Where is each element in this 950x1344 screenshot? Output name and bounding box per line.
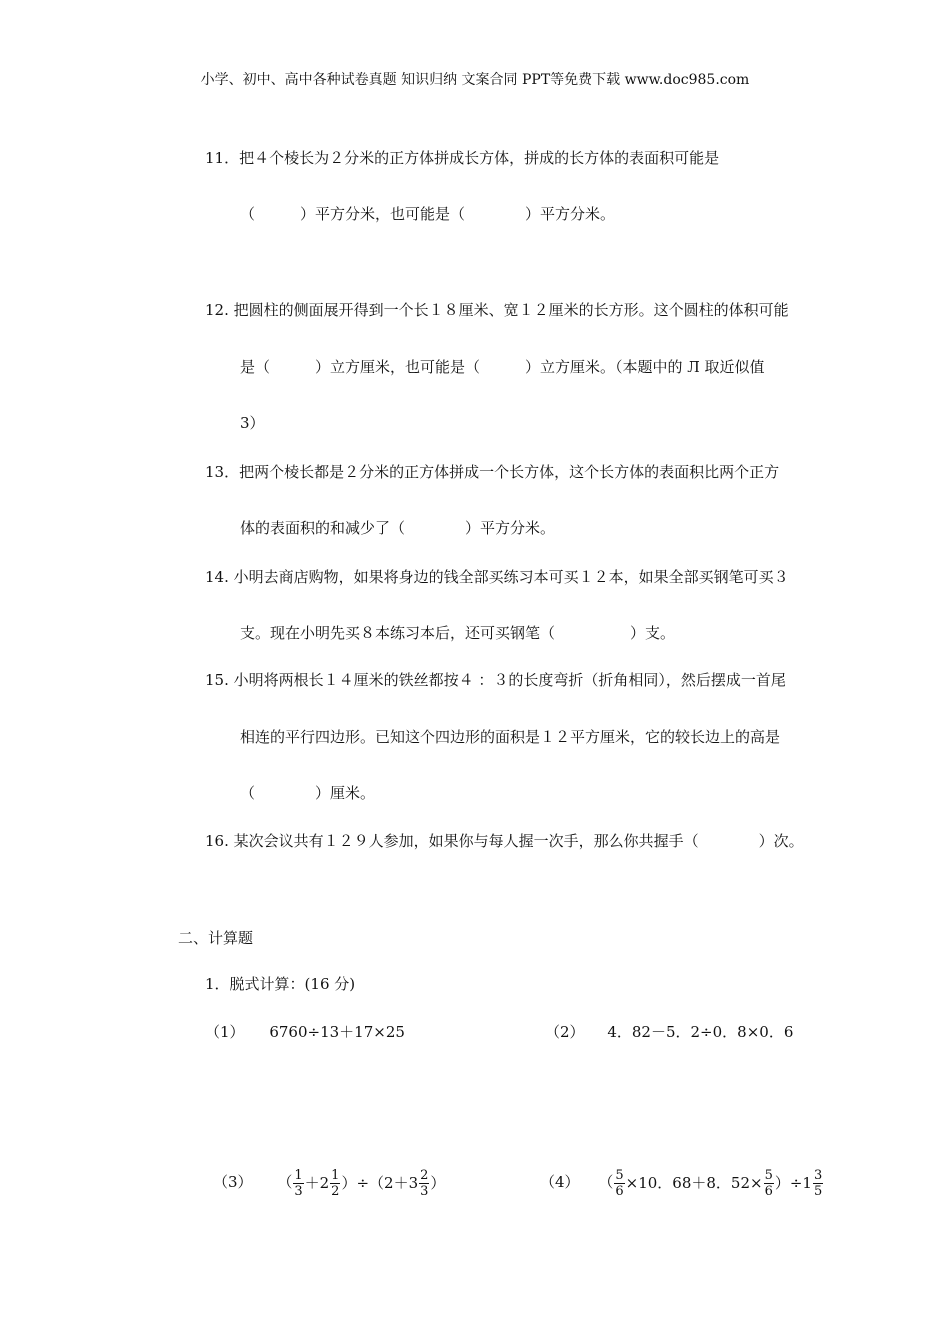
- problem-3: [213, 1162, 445, 1203]
- question-15-line-2: 相连的平行四边形。已知这个四边形的面积是１２平方厘米，它的较长边上的高是: [240, 728, 781, 746]
- problem-3-plus: ＋2: [304, 1174, 330, 1192]
- question-13-line-1: 13．把两个棱长都是２分米的正方体拼成一个长方体，这个长方体的表面积比两个正方: [205, 463, 780, 481]
- question-13-line-2: 体的表面积的和减少了（ ）平方分米。: [240, 519, 556, 537]
- fraction-three-fifths: $\frac{3}{5}$: [813, 1167, 823, 1199]
- problem-4-open: （: [598, 1173, 614, 1191]
- problem-4-label: （4）: [540, 1173, 580, 1191]
- fraction-one-half: $\frac{1}{2}$: [331, 1167, 340, 1199]
- question-14-line-2: 支。现在小明先买８本练习本后，还可买钢笔（ ）支。: [240, 624, 676, 642]
- problem-1-expression: 6760÷13＋17×25: [269, 1023, 405, 1041]
- problem-1: [205, 1022, 405, 1042]
- problem-2: [545, 1022, 793, 1042]
- problem-3-open: （: [277, 1173, 293, 1191]
- problem-2-expression: 4．82－5．2÷0．8×0．6: [607, 1023, 794, 1041]
- question-16-line-1: 16. 某次会议共有１２９人参加，如果你与每人握一次手，那么你共握手（ ）次。: [205, 832, 804, 850]
- section-title: 二、计算题: [178, 929, 254, 947]
- question-11-line-2: （ ）平方分米，也可能是（ ）平方分米。: [240, 205, 616, 223]
- question-15-line-1: 15. 小明将两根长１４厘米的铁丝都按４ ：３的长度弯折（折角相同），然后摆成一首尾: [205, 671, 786, 689]
- fraction-five-sixths-b: $\frac{5}{6}$: [764, 1167, 773, 1199]
- problem-4-middle: ×10．68＋8．52×: [625, 1174, 763, 1192]
- question-15-line-3: （ ）厘米。: [240, 784, 376, 802]
- question-11-line-1: 11．把４个棱长为２分米的正方体拼成长方体，拼成的长方体的表面积可能是: [205, 149, 720, 167]
- question-12-line-2: 是（ ）立方厘米，也可能是（ ）立方厘米。（本题中的 Л 取近似值: [240, 358, 765, 376]
- problem-4: [540, 1162, 824, 1203]
- fraction-one-third: $\frac{1}{3}$: [294, 1167, 303, 1199]
- problem-3-middle: ）÷（2＋3: [341, 1174, 419, 1192]
- fraction-five-sixths-a: $\frac{5}{6}$: [615, 1167, 624, 1199]
- subsection-title: 1．脱式计算：(16 分): [205, 975, 356, 993]
- question-12-line-1: 12. 把圆柱的侧面展开得到一个长１８厘米、宽１２厘米的长方形。这个圆柱的体积可能: [205, 301, 789, 319]
- problem-4-divide: ）÷1: [774, 1174, 812, 1192]
- problem-3-label: （3）: [213, 1173, 253, 1191]
- page-header: 小学、初中、高中各种试卷真题 知识归纳 文案合同 PPT等免费下载 www.doc985.com: [200, 72, 750, 88]
- fraction-two-thirds: $\frac{2}{3}$: [420, 1167, 429, 1199]
- problem-2-label: （2）: [545, 1023, 585, 1041]
- question-14-line-1: 14. 小明去商店购物，如果将身边的钱全部买练习本可买１２本，如果全部买钢笔可买３: [205, 568, 789, 586]
- problem-3-close: ）: [430, 1174, 446, 1192]
- problem-1-label: （1）: [205, 1023, 245, 1041]
- question-12-line-3: 3）: [240, 414, 265, 432]
